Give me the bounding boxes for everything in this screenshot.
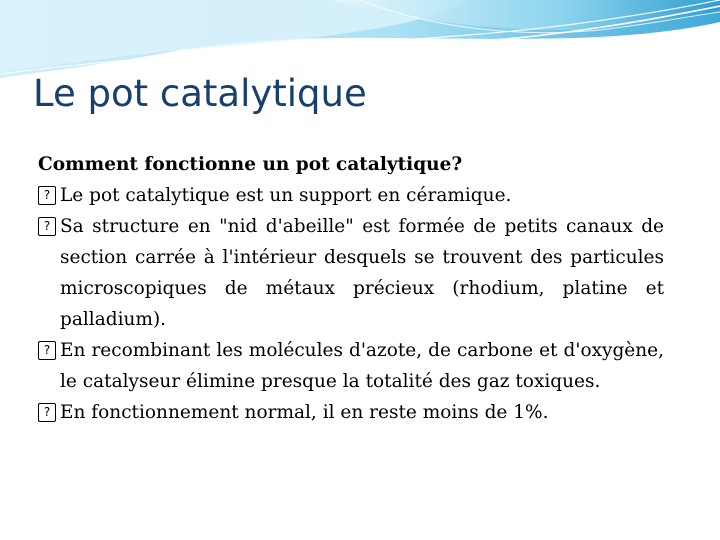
missing-glyph-box-icon: ? (38, 217, 56, 236)
slide-title: Le pot catalytique (33, 72, 367, 115)
bullet-list (38, 180, 664, 428)
missing-glyph-box-icon: ? (38, 186, 56, 205)
bullet-text: En recombinant les molécules d'azote, de carbone et d'oxygène, le catalyseur élimine presque la totalité des gaz toxiques. (60, 340, 664, 392)
slide-content (38, 149, 664, 428)
bullet-item (38, 335, 664, 397)
bullet-text: Sa structure en "nid d'abeille" est formée de petits canaux de section carrée à l'intérieur desquels se trouvent des particules microscopiques de métaux précieux (rhodium, platine et palladium). (60, 216, 664, 330)
bullet-text: Le pot catalytique est un support en céramique. (60, 185, 512, 206)
section-heading: Comment fonctionne un pot catalytique? (38, 154, 463, 175)
bullet-item (38, 397, 664, 428)
bullet-item (38, 180, 664, 211)
missing-glyph-box-icon: ? (38, 341, 56, 360)
missing-glyph-box-icon: ? (38, 403, 56, 422)
bullet-item (38, 211, 664, 335)
bullet-text: En fonctionnement normal, il en reste moins de 1%. (60, 402, 549, 423)
